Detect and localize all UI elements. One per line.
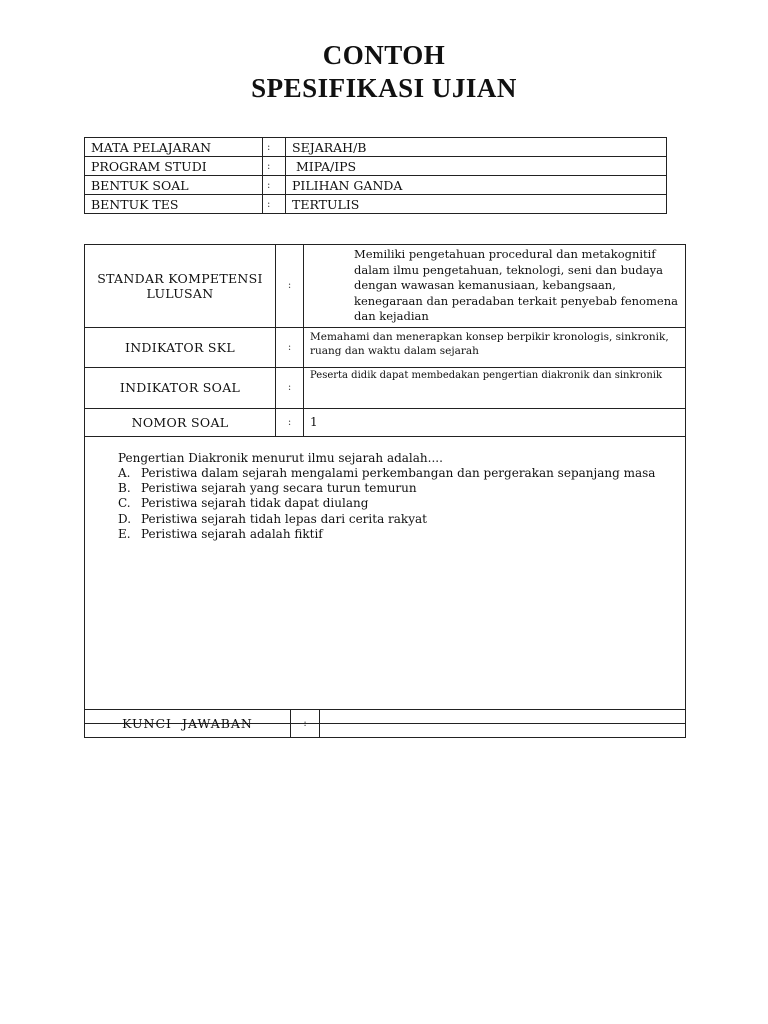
info-label: PROGRAM STUDI [85, 157, 263, 176]
indikator-skl-colon: : [276, 327, 304, 367]
info-colon: : [263, 157, 286, 176]
info-row-mata-pelajaran [85, 138, 667, 157]
option-text: Peristiwa sejarah tidah lepas dari cerita rakyat [141, 511, 427, 526]
indikator-soal-label: INDIKATOR SOAL [85, 367, 276, 408]
info-row-bentuk-soal [85, 176, 667, 195]
indikator-soal-text: Peserta didik dapat membedakan pengertian diakronik dan sinkronik [304, 367, 686, 408]
indikator-skl-text: Memahami dan menerapkan konsep berpikir kronologis, sinkronik, ruang dan waktu dalam sejarah [304, 327, 686, 367]
info-colon: : [263, 195, 286, 214]
kunci-colon: : [291, 710, 320, 738]
indikator-skl-row [85, 327, 686, 367]
kunci-value [320, 710, 686, 738]
nomor-soal-row [85, 408, 686, 436]
skl-row [85, 245, 686, 328]
info-table [84, 137, 667, 214]
indikator-soal-row [85, 367, 686, 408]
indikator-skl-label: INDIKATOR SKL [85, 327, 276, 367]
skl-text: Memiliki pengetahuan procedural dan metakognitif dalam ilmu pengetahuan, teknologi, seni dan budaya dengan wawasan kemanusiaan, kebangsaan, kenegaraan dan peradaban terkait penyebab fenomena dan kejadian [304, 245, 686, 328]
option-letter: C. [118, 496, 131, 511]
option-letter: A. [118, 465, 131, 480]
info-label: BENTUK TES [85, 195, 263, 214]
info-row-program-studi [85, 157, 667, 176]
page-title: CONTOH [322, 40, 446, 70]
question-cell [85, 436, 686, 723]
kunci-row [85, 710, 686, 738]
info-value: PILIHAN GANDA [286, 176, 667, 195]
question-stem: Pengertian Diakronik menurut ilmu sejarah adalah.... [118, 450, 443, 465]
option-a [118, 466, 685, 481]
skl-label [85, 245, 276, 328]
info-colon: : [263, 138, 286, 157]
option-e [118, 527, 685, 542]
option-letter: E. [118, 526, 131, 541]
option-letter: D. [118, 511, 132, 526]
info-colon: : [263, 176, 286, 195]
page-subtitle: SPESIFIKASI UJIAN [251, 73, 517, 103]
nomor-soal-colon: : [276, 408, 304, 436]
nomor-soal-label: NOMOR SOAL [85, 408, 276, 436]
option-text: Peristiwa sejarah yang secara turun temurun [141, 481, 417, 496]
info-value: TERTULIS [286, 195, 667, 214]
option-letter: B. [118, 481, 131, 496]
info-value: SEJARAH/B [286, 138, 667, 157]
info-value: MIPA/IPS [286, 157, 667, 176]
skl-colon: : [276, 245, 304, 328]
option-text: Peristiwa sejarah adalah fiktif [141, 526, 323, 541]
kunci-table [84, 709, 686, 738]
info-label: MATA PELAJARAN [85, 138, 263, 157]
option-c [118, 496, 685, 511]
option-b [118, 481, 685, 496]
skl-label-line2: LULUSAN [146, 285, 214, 301]
option-text: Peristiwa dalam sejarah mengalami perkembangan dan pergerakan sepanjang masa [141, 465, 656, 480]
skl-label-line1: STANDAR KOMPETENSI [97, 270, 263, 286]
question-row [85, 436, 686, 723]
spec-table [84, 244, 686, 724]
nomor-soal-value: 1 [304, 408, 686, 436]
option-d [118, 512, 685, 527]
option-text: Peristiwa sejarah tidak dapat diulang [141, 496, 369, 511]
info-row-bentuk-tes [85, 195, 667, 214]
indikator-soal-colon: : [276, 367, 304, 408]
info-label: BENTUK SOAL [85, 176, 263, 195]
kunci-label: KUNCI JAWABAN [85, 710, 291, 738]
